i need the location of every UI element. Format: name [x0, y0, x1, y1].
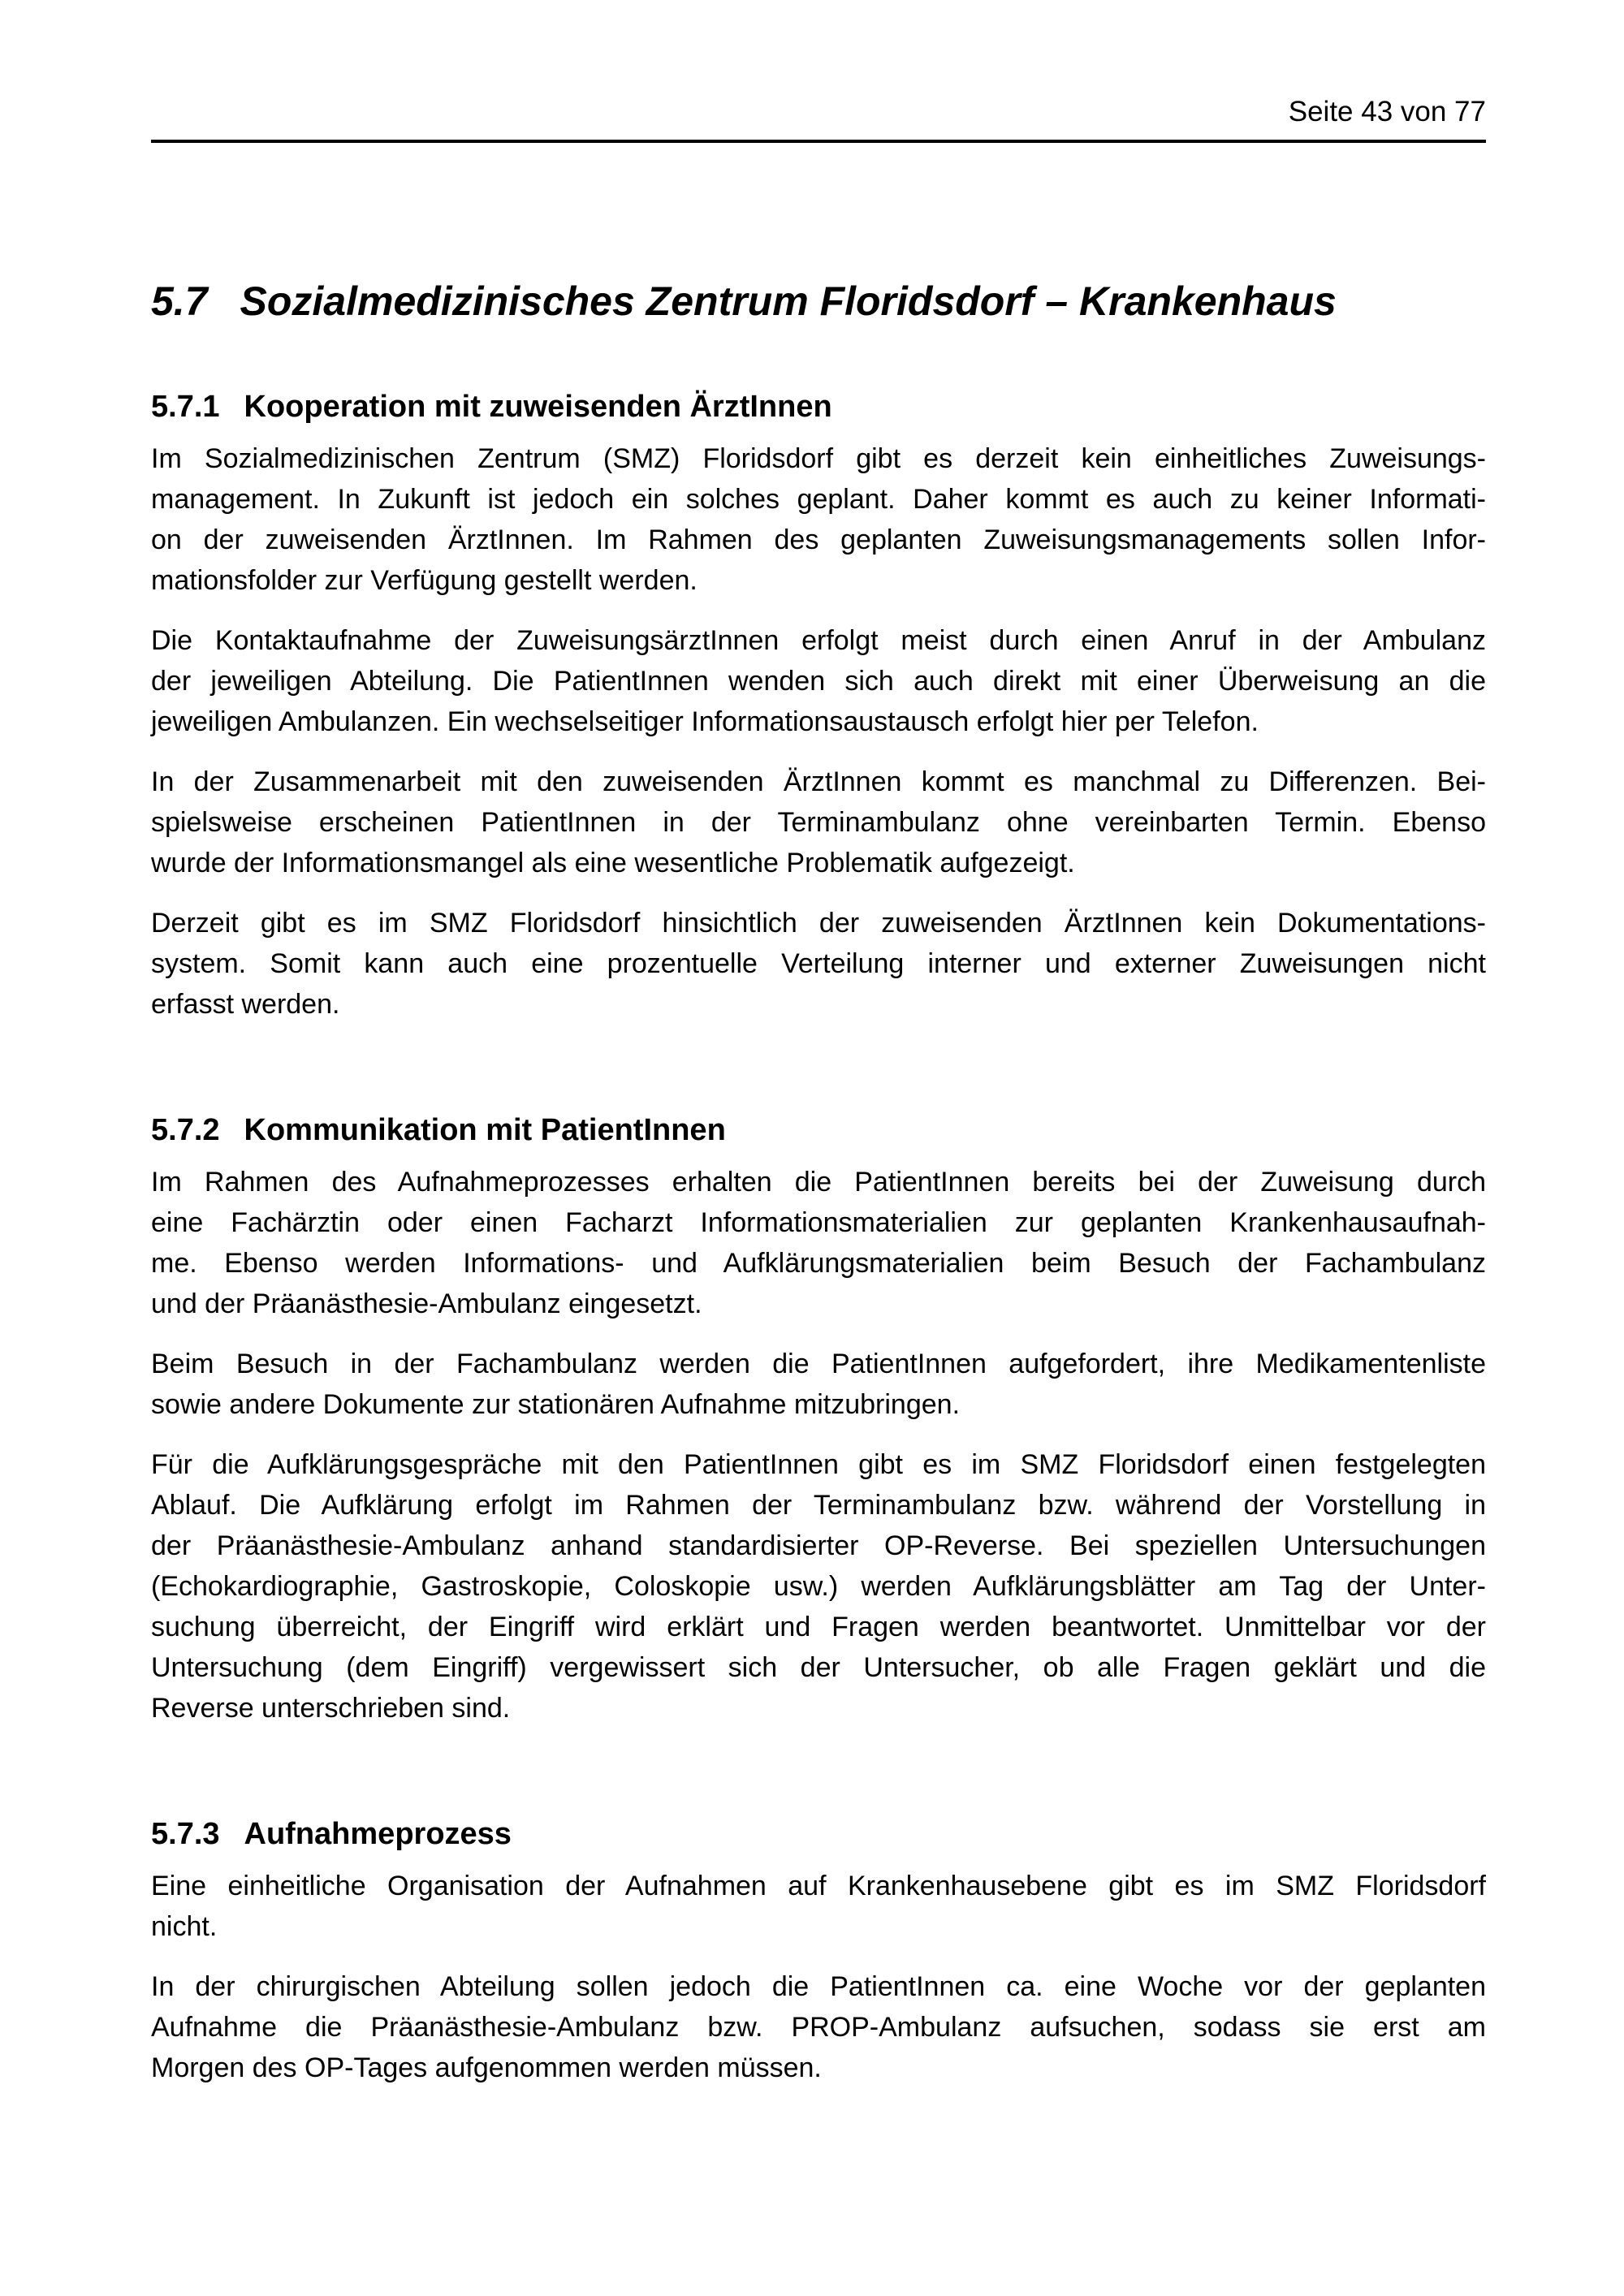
- subsection-heading: [151, 1814, 1486, 1854]
- text-line: Eine einheitliche Organisation der Aufnahmen auf Krankenhausebene gibt es im SMZ Floridsdorf: [151, 1871, 1486, 1901]
- text-line: mationsfolder zur Verfügung gestellt werden.: [151, 565, 698, 596]
- text-line: Morgen des OP-Tages aufgenommen werden müssen.: [151, 2052, 822, 2083]
- page-header: [151, 0, 1486, 130]
- text-line: Im Sozialmedizinischen Zentrum (SMZ) Floridsdorf gibt es derzeit kein einheitliches Zuweisungs-: [151, 443, 1486, 474]
- section-title-number: 5.7: [151, 278, 208, 324]
- paragraph: [151, 762, 1486, 883]
- text-line: management. In Zukunft ist jedoch ein solches geplant. Daher kommt es auch zu keiner Informati-: [151, 484, 1486, 515]
- text-line: der Präanästhesie-Ambulanz anhand standardisierter OP-Reverse. Bei speziellen Untersuchungen: [151, 1530, 1486, 1561]
- text-line: Beim Besuch in der Fachambulanz werden die PatientInnen aufgefordert, ihre Medikamentenliste: [151, 1349, 1486, 1379]
- text-line: on der zuweisenden ÄrztInnen. Im Rahmen des geplanten Zuweisungsmanagements sollen Infor-: [151, 524, 1486, 555]
- text-line: Ablauf. Die Aufklärung erfolgt im Rahmen der Terminambulanz bzw. während der Vorstellung in: [151, 1490, 1486, 1521]
- paragraph: [151, 1162, 1486, 1324]
- text-line: Derzeit gibt es im SMZ Floridsdorf hinsichtlich der zuweisenden ÄrztInnen kein Dokumentations-: [151, 908, 1486, 939]
- subsection: [151, 386, 1486, 1025]
- text-line: spielsweise erscheinen PatientInnen in der Terminambulanz ohne vereinbarten Termin. Ebenso: [151, 807, 1486, 838]
- subsection-number: 5.7.1: [151, 390, 220, 424]
- text-line: Reverse unterschrieben sind.: [151, 1693, 511, 1724]
- paragraph: [151, 1344, 1486, 1425]
- text-line: Die Kontaktaufnahme der ZuweisungsärztInnen erfolgt meist durch einen Anruf in der Ambulanz: [151, 625, 1486, 656]
- paragraph: [151, 1966, 1486, 2088]
- subsection-title-text: Kommunikation mit PatientInnen: [244, 1113, 726, 1147]
- subsection-heading: [151, 386, 1486, 427]
- text-line: In der chirurgischen Abteilung sollen jedoch die PatientInnen ca. eine Woche vor der geplanten: [151, 1971, 1486, 2002]
- text-line: Im Rahmen des Aufnahmeprozesses erhalten die PatientInnen bereits bei der Zuweisung durch: [151, 1167, 1486, 1198]
- text-line: jeweiligen Ambulanzen. Ein wechselseitiger Informationsaustausch erfolgt hier per Telefon.: [151, 706, 1259, 737]
- paragraph: [151, 1444, 1486, 1728]
- document-body: [151, 386, 1486, 2088]
- paragraph: [151, 1866, 1486, 1947]
- subsection-number: 5.7.2: [151, 1113, 220, 1147]
- text-line: nicht.: [151, 1911, 218, 1942]
- text-line: der jeweiligen Abteilung. Die PatientInnen wenden sich auch direkt mit einer Überweisung an die: [151, 666, 1486, 697]
- text-line: und der Präanästhesie-Ambulanz eingesetzt.: [151, 1288, 702, 1319]
- section-title-text: Sozialmedizinisches Zentrum Floridsdorf – Krankenhaus: [240, 278, 1337, 324]
- subsection-heading: [151, 1110, 1486, 1150]
- page-number-label: Seite 43 von 77: [1288, 96, 1486, 127]
- subsection-title-text: Aufnahmeprozess: [244, 1817, 512, 1851]
- text-line: me. Ebenso werden Informations- und Aufklärungsmaterialien beim Besuch der Fachambulanz: [151, 1248, 1486, 1279]
- subsection-title-text: Kooperation mit zuweisenden ÄrztInnen: [244, 390, 832, 424]
- paragraph: [151, 620, 1486, 742]
- text-line: suchung überreicht, der Eingriff wird erklärt und Fragen werden beantwortet. Unmittelbar vor der: [151, 1612, 1486, 1642]
- subsection: [151, 1814, 1486, 2088]
- paragraph: [151, 438, 1486, 601]
- paragraph: [151, 903, 1486, 1025]
- text-line: Untersuchung (dem Eingriff) vergewissert sich der Untersucher, ob alle Fragen geklärt und die: [151, 1652, 1486, 1683]
- text-line: wurde der Informationsmangel als eine wesentliche Problematik aufgezeigt.: [151, 848, 1075, 878]
- text-line: Aufnahme die Präanästhesie-Ambulanz bzw. PROP-Ambulanz aufsuchen, sodass sie erst am: [151, 2012, 1486, 2043]
- text-line: (Echokardiographie, Gastroskopie, Coloskopie usw.) werden Aufklärungsblätter am Tag der Unter-: [151, 1571, 1486, 1602]
- header-rule: [151, 140, 1486, 143]
- text-line: Für die Aufklärungsgespräche mit den PatientInnen gibt es im SMZ Floridsdorf einen festgelegten: [151, 1449, 1486, 1480]
- text-line: eine Fachärztin oder einen Facharzt Informationsmaterialien zur geplanten Krankenhausaufnah-: [151, 1207, 1486, 1238]
- text-line: sowie andere Dokumente zur stationären Aufnahme mitzubringen.: [151, 1389, 961, 1420]
- text-line: In der Zusammenarbeit mit den zuweisenden ÄrztInnen kommt es manchmal zu Differenzen. Bei-: [151, 766, 1486, 797]
- section-title: [151, 278, 1486, 325]
- subsection-number: 5.7.3: [151, 1817, 220, 1851]
- text-line: system. Somit kann auch eine prozentuelle Verteilung interner und externer Zuweisungen nicht: [151, 948, 1486, 979]
- subsection: [151, 1110, 1486, 1728]
- text-line: erfasst werden.: [151, 989, 340, 1020]
